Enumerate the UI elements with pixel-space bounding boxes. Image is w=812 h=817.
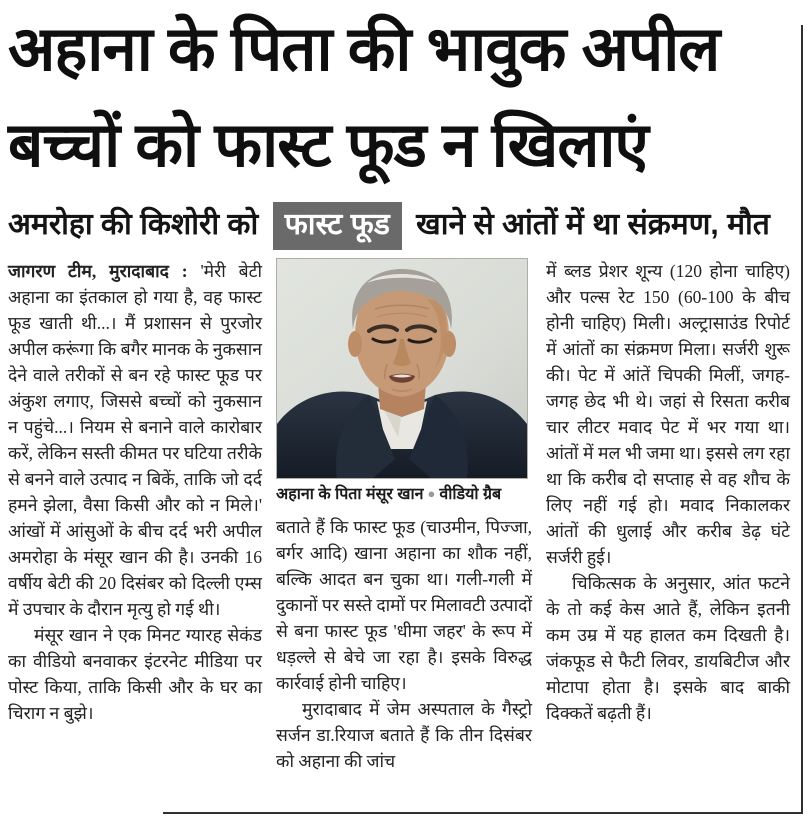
column1-paragraph-1: [8, 258, 262, 622]
body-column-1: [8, 258, 262, 803]
column1-paragraph-1-text: 'मेरी बेटी अहाना का इंतकाल हो गया है, वह फास्ट फूड खाती थी...। मैं प्रशासन से पुरजोर अपील करूंगा कि बगैर मानक के नुकसान देने वाले तरीकों से बन रहे फास्ट फूड पर अंकुश लगाए, जिससे बच्चों को नुकसान न पहुंचे...। नियम से बनाने वाले कारोबार करें, लेकिन सस्ती कीमत पर घटिया तरीके से बनने वाले उत्पाद न बिकें, ताकि जो दर्द हमने झेला, वैसा किसी और को न मिले।' आंखों में आंसुओं के बीच दर्द भरी अपील अमरोहा के मंसूर खान की है। उनकी 16 वर्षीय बेटी की 20 दिसंबर को दिल्ली एम्स में उपचार के दौरान मृत्यु हो गई थी।: [8, 261, 263, 619]
subheadline-highlight: फास्ट फूड: [273, 202, 402, 250]
byline: जागरण टीम, मुरादाबाद :: [8, 261, 201, 281]
subheadline-after: खाने से आंतों में था संक्रमण, मौत: [416, 208, 770, 241]
body-column-3: [546, 258, 790, 803]
photo-caption-credit: वीडियो ग्रैब: [439, 486, 502, 503]
article-photo: [276, 258, 528, 479]
body-column-2: [276, 258, 532, 803]
caption-bullet-icon: ●: [427, 486, 436, 501]
column3-paragraph-1: में ब्लड प्रेशर शून्य (120 होना चाहिए) और पल्स रेट 150 (60-100 के बीच होनी चाहिए) मिली। अल्ट्रासाउंड रिपोर्ट में आंतों का संक्रमण मिला। सर्जरी शुरू की। पेट में आंतें चिपकी मिलीं, जगह-जगह छेद भी थे। जहां से रिसता करीब चार लीटर मवाद पेट में भर गया था। आंतों में मल भी जमा था। इससे लग रहा था कि करीब दो सप्ताह से वह शौच के लिए नहीं गई हो। मवाद निकालकर आंतों की धुलाई और करीब डेढ़ घंटे सर्जरी हुई।: [546, 261, 790, 567]
headline-line-2: बच्चों को फास्ट फूड न खिलाएं: [8, 111, 648, 180]
article-body: [8, 258, 790, 803]
headline-line-1: अहाना के पिता की भावुक अपील: [8, 15, 720, 84]
column1-paragraph-2: मंसूर खान ने एक मिनट ग्यारह सेकंड का वीडियो बनवाकर इंटरनेट मीडिया पर पोस्ट किया, ताकि किसी और के घर का चिराग न बुझे।: [8, 625, 262, 723]
article-headline: [8, 2, 798, 194]
photo-caption-text: अहाना के पिता मंसूर खान: [276, 486, 424, 503]
column2-paragraph-1: बताते हैं कि फास्ट फूड (चाउमीन, पिज्जा, बर्गर आदि) खाना अहाना का शौक नहीं, बल्कि आदत बन चुका था। गली-गली में दुकानों पर सस्ते दामों पर मिलावटी उत्पादों से बना फास्ट फूड 'धीमा जहर' के रूप में धड़ल्ले से बेचे जा रहा है। इसके विरुद्ध कार्रवाई होनी चाहिए।: [276, 517, 532, 693]
photo-caption: [276, 479, 528, 510]
column3-paragraph-2: चिकित्सक के अनुसार, आंत फटने के तो कई केस आते हैं, लेकिन इतनी कम उम्र में यह हालत कम दिखती है। जंकफूड से फैटी लिवर, डायबिटीज और मोटापा होता है। इसके बाद बाकी दिक्कतें बढ़ती हैं।: [546, 573, 790, 723]
article-subheadline: [8, 200, 804, 250]
portrait-illustration: [277, 259, 527, 478]
column2-paragraph-2: मुरादाबाद में जेम अस्पताल के गैस्ट्रो सर्जन डा.रियाज बताते हैं कि तीन दिसंबर को अहाना की जांच: [276, 699, 532, 771]
right-column-rule: [801, 25, 803, 814]
subheadline-before: अमरोहा की किशोरी को: [8, 208, 259, 241]
article-photo-figure: [276, 258, 528, 510]
bottom-article-rule: [163, 812, 803, 814]
